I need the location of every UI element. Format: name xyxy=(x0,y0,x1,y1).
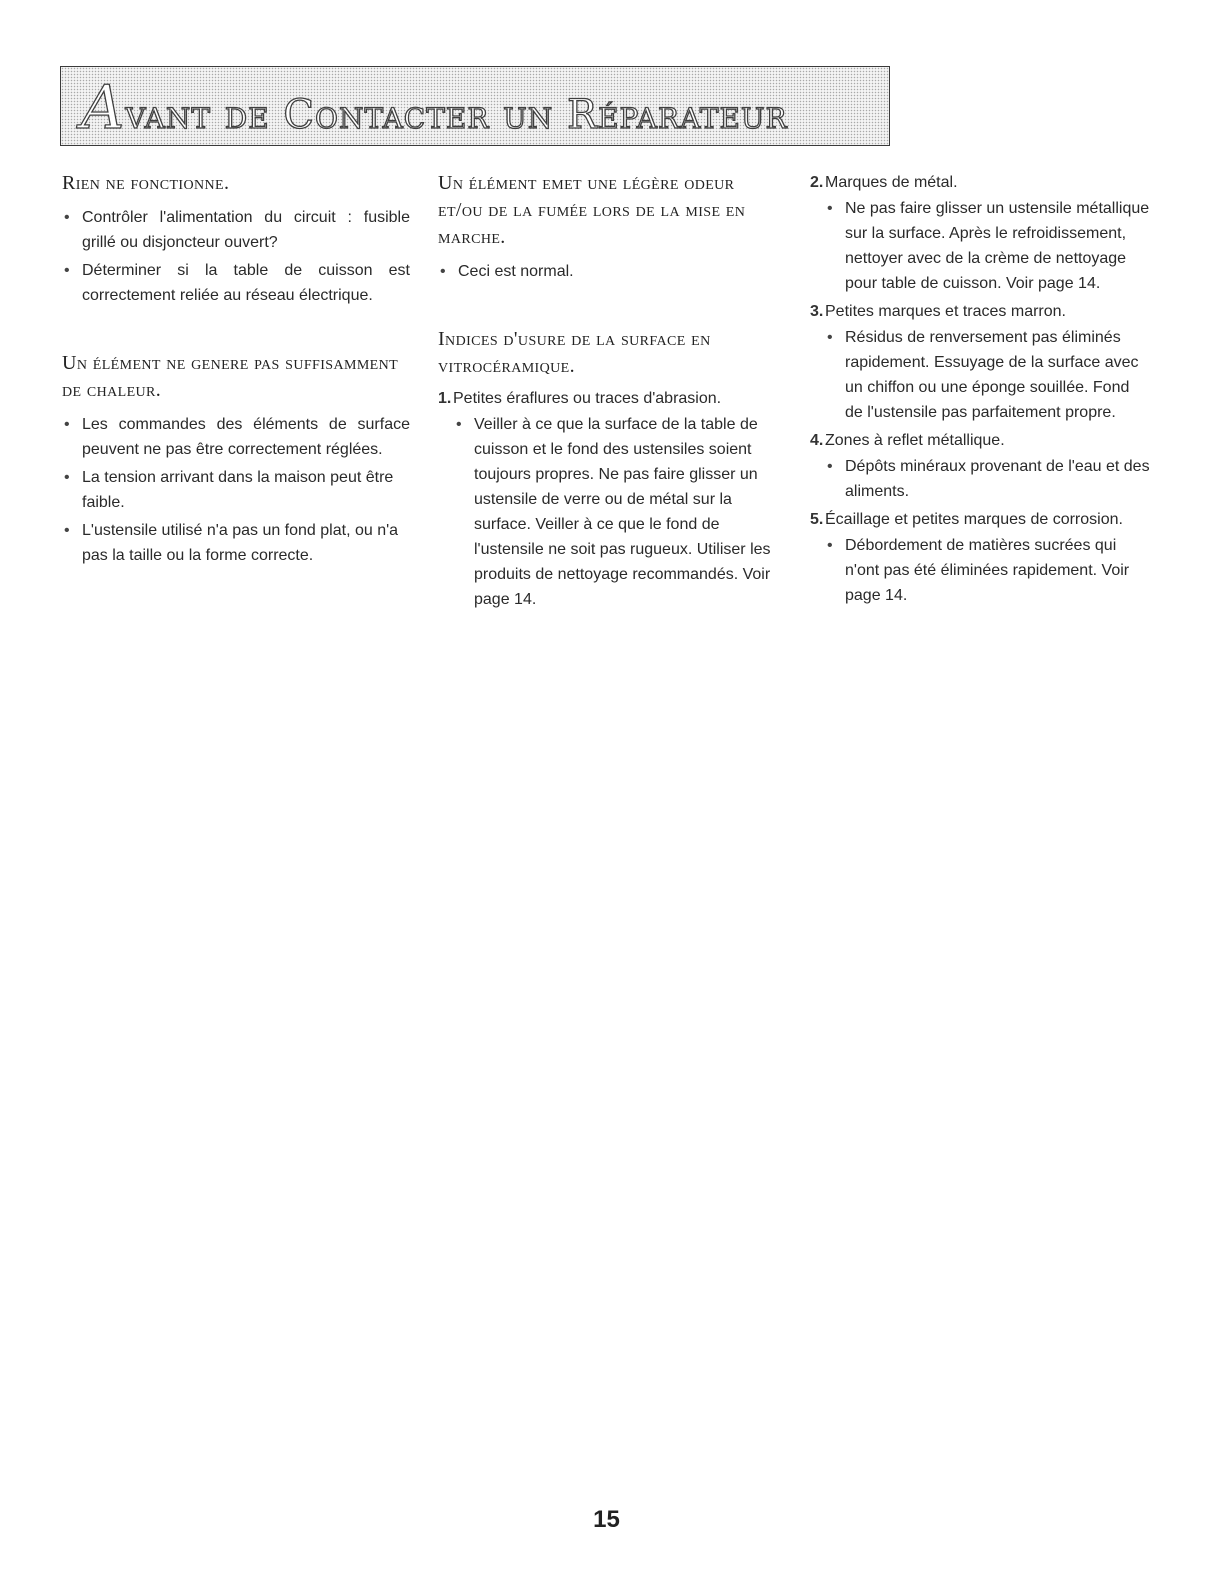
column-right xyxy=(810,170,1150,611)
bullet-icon: • xyxy=(827,458,833,475)
title-text: vant de Contacter un Réparateur xyxy=(125,92,788,138)
list-item: • Dépôts minéraux provenant de l'eau et des aliments. xyxy=(825,454,1150,504)
item-number: 1. xyxy=(438,390,452,407)
bullet-icon: • xyxy=(64,209,70,226)
numbered-item xyxy=(438,386,783,411)
section-heading-odor-smoke: Un élément emet une légère odeur et/ou de la fumée lors de la mise en marche. xyxy=(438,172,746,248)
item-label: Petites éraflures ou traces d'abrasion. xyxy=(453,390,722,407)
item-number: 4. xyxy=(810,432,824,449)
list-item: • L'ustensile utilisé n'a pas un fond plat, ou n'a pas la taille ou la forme correcte. xyxy=(62,518,410,568)
column-middle xyxy=(438,170,783,615)
numbered-item xyxy=(810,507,1150,532)
list-item: • Résidus de renversement pas éliminés rapidement. Essuyage de la surface avec un chiffon ou une éponge souillée. Fond de l'ustensile pas parfaitement propre. xyxy=(825,325,1150,425)
list-item: • Veiller à ce que la surface de la table de cuisson et le fond des ustensiles soient toujours propres. Ne pas faire glisser un ustensile de verre ou de métal sur la surface. Veiller à ce que le fond de l'ustensile ne soit pas rugueux. Utiliser les produits de nettoyage recommandés. Voir page 14. xyxy=(454,412,783,612)
bullet-icon: • xyxy=(440,263,446,280)
bullet-icon: • xyxy=(64,416,70,433)
list-item: • Contrôler l'alimentation du circuit : fusible grillé ou disjoncteur ouvert? xyxy=(62,205,410,255)
list-item: • Déterminer si la table de cuisson est correctement reliée au réseau électrique. xyxy=(62,258,410,308)
item-number: 2. xyxy=(810,174,824,191)
section-heading-wear-signs: Indices d'usure de la surface en vitrocéramique. xyxy=(438,328,711,377)
page-title xyxy=(81,73,788,143)
bullet-icon: • xyxy=(827,537,833,554)
title-initial: A xyxy=(81,73,126,143)
bullet-icon: • xyxy=(456,416,462,433)
bullet-icon: • xyxy=(64,469,70,486)
list-item: • Les commandes des éléments de surface peuvent ne pas être correctement réglées. xyxy=(62,412,410,462)
numbered-item xyxy=(810,170,1150,195)
bullet-icon: • xyxy=(64,262,70,279)
item-number: 5. xyxy=(810,511,824,528)
title-banner xyxy=(60,66,890,146)
numbered-item xyxy=(810,299,1150,324)
item-label: Zones à reflet métallique. xyxy=(825,432,1005,449)
item-number: 3. xyxy=(810,303,824,320)
numbered-item xyxy=(810,428,1150,453)
list-item: • Ne pas faire glisser un ustensile métallique sur la surface. Après le refroidissement, nettoyer avec de la crème de nettoyage pour table de cuisson. Voir page 14. xyxy=(825,196,1150,296)
item-label: Petites marques et traces marron. xyxy=(825,303,1066,320)
page-number: 15 xyxy=(593,1506,620,1533)
item-label: Marques de métal. xyxy=(825,174,958,191)
column-left xyxy=(62,170,410,571)
bullet-icon: • xyxy=(64,522,70,539)
list-item: • Débordement de matières sucrées qui n'ont pas été éliminées rapidement. Voir page 14. xyxy=(825,533,1150,608)
section-heading-nothing-works: Rien ne fonctionne. xyxy=(62,172,230,194)
bullet-icon: • xyxy=(827,329,833,346)
list-item: • Ceci est normal. xyxy=(438,259,783,284)
item-label: Écaillage et petites marques de corrosion. xyxy=(825,511,1123,528)
section-heading-insufficient-heat: Un élément ne genere pas suffisamment de chaleur. xyxy=(62,352,399,401)
list-item: • La tension arrivant dans la maison peut être faible. xyxy=(62,465,410,515)
bullet-icon: • xyxy=(827,200,833,217)
